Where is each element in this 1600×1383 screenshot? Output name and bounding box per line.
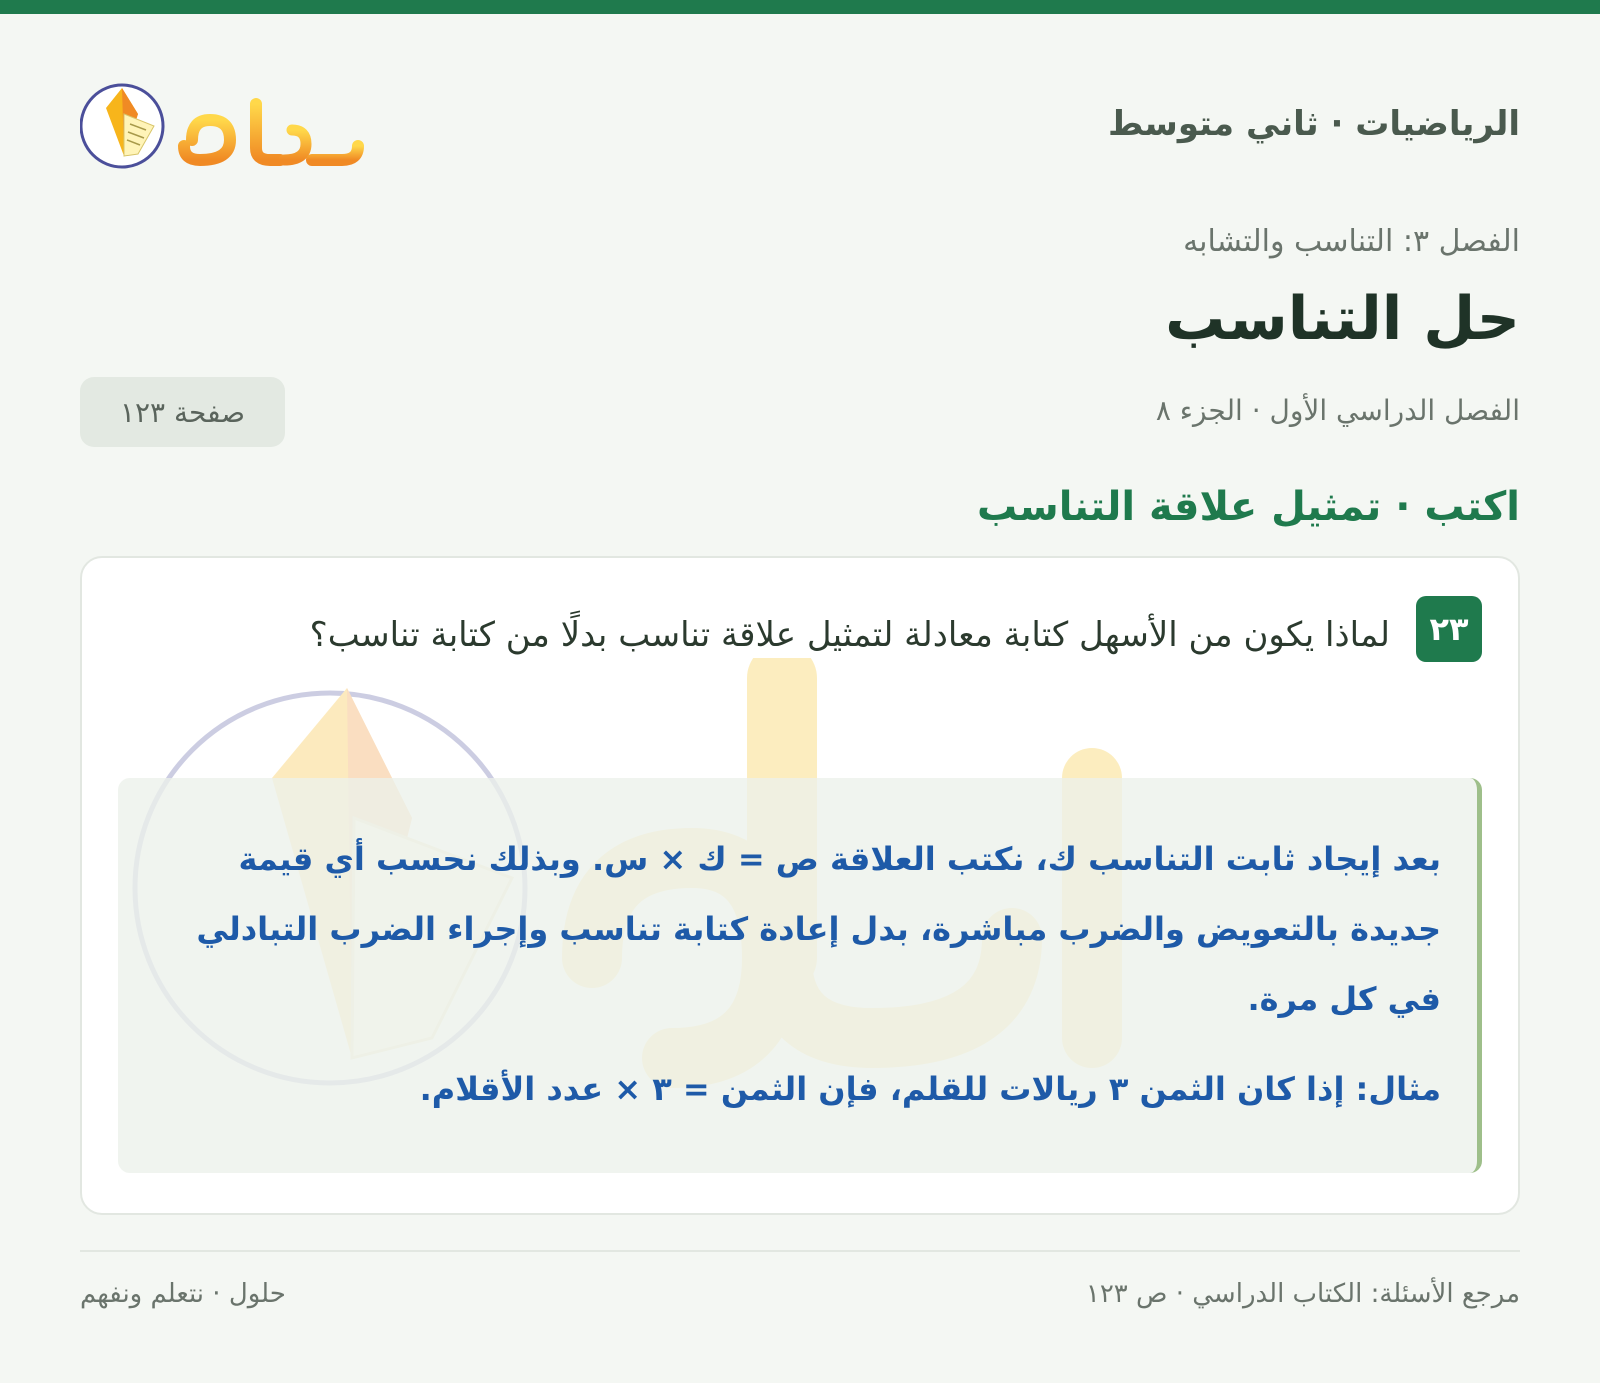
answer-example: مثال: إذا كان الثمن ٣ ريالات للقلم، فإن الثمن = ٣ × عدد الأقلام.	[419, 1070, 1441, 1108]
footer-brand: حلول · نتعلم ونفهم	[80, 1279, 286, 1309]
question-number-badge: ٢٣	[1416, 596, 1482, 662]
hulul-logo[interactable]	[80, 74, 370, 174]
footer-divider	[80, 1250, 1520, 1252]
top-accent-bar	[0, 0, 1600, 14]
header	[80, 74, 1520, 184]
book-emblem-icon	[81, 85, 163, 167]
page	[80, 14, 1520, 1383]
logo-wordmark	[184, 90, 358, 160]
answer-text: بعد إيجاد ثابت التناسب ك، نكتب العلاقة ص = ك × س. وبذلك نحسب أي قيمة جديدة بالتعويض والضرب مباشرة، بدل إعادة كتابة تناسب وإجراء الضرب التبادلي في كل مرة.	[196, 840, 1441, 1018]
question-card	[80, 556, 1520, 1215]
page-number-badge: صفحة ١٢٣	[80, 377, 285, 447]
answer-box	[118, 778, 1482, 1173]
term-part-label: الفصل الدراسي الأول · الجزء ٨	[1155, 394, 1520, 427]
subject-grade: الرياضيات · ثاني متوسط	[1108, 104, 1520, 144]
section-heading: اكتب · تمثيل علاقة التناسب	[977, 484, 1520, 530]
question-text: لماذا يكون من الأسهل كتابة معادلة لتمثيل علاقة تناسب بدلًا من كتابة تناسب؟	[309, 615, 1390, 655]
lesson-title: حل التناسب	[1165, 284, 1520, 354]
footer-reference: مرجع الأسئلة: الكتاب الدراسي · ص ١٢٣	[1085, 1279, 1520, 1309]
chapter-label: الفصل ٣: التناسب والتشابه	[1183, 224, 1520, 259]
